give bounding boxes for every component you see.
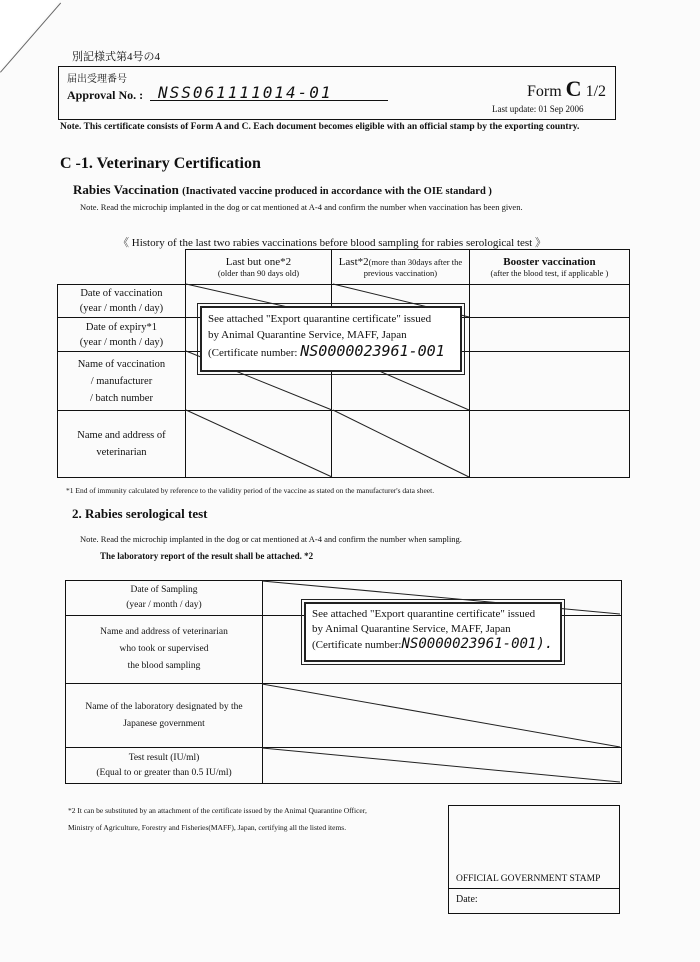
- row-label: Japanese government: [123, 718, 205, 729]
- row-label: who took or supervised: [119, 644, 209, 654]
- history-title: 《 History of the last two rabies vaccinations before blood sampling for rabies serological test 》: [118, 237, 546, 249]
- col-booster-title: Booster vaccination: [503, 256, 596, 268]
- col-booster-sub: (after the blood test, if applicable ): [490, 268, 609, 278]
- row-label: Test result (IU/ml): [128, 752, 200, 763]
- row-label: (year / month / day): [79, 303, 164, 314]
- footnote-2-line2: Ministry of Agriculture, Forestry and Fisheries(MAFF), Japan, certifying all the listed items.: [68, 823, 347, 832]
- row-label: (year / month / day): [79, 336, 164, 348]
- row-label: Date of vaccination: [80, 288, 163, 299]
- row-label: Name of the laboratory designated by the: [85, 701, 243, 712]
- form-number-jp: 別記様式第4号の4: [72, 51, 160, 63]
- stamp-divider: [449, 888, 619, 889]
- cert-line: See attached "Export quarantine certificate" issued: [312, 608, 536, 620]
- section2-note2: The laboratory report of the result shall be attached. *2: [100, 551, 314, 561]
- certificate-reference-box-2: [304, 602, 562, 662]
- approval-label-jp: 届出受理番号: [67, 74, 127, 85]
- row-label: (year / month / day): [126, 600, 202, 610]
- row-label: veterinarian: [96, 447, 147, 458]
- form-page: 1/2: [585, 83, 607, 100]
- certificate-number: NS0000023961-001).: [401, 636, 554, 652]
- cert-line: by Animal Quarantine Service, MAFF, Japan: [208, 329, 407, 341]
- stamp-date-label: Date:: [456, 894, 478, 905]
- row-label: Date of Sampling: [130, 585, 198, 595]
- approval-number: NSS061111014-01: [158, 83, 333, 102]
- cert-line: (Certificate number:: [208, 347, 298, 359]
- col-last-but-one-sub: (older than 90 days old): [217, 268, 300, 278]
- section2-note1: Note. Read the microchip implanted in the dog or cat mentioned at A-4 and confirm the number when sampling.: [80, 534, 462, 544]
- rabies-vaccination-paren: (Inactivated vaccine produced in accordance with the OIE standard ): [182, 186, 492, 197]
- certificate-number: NS0000023961-001: [300, 342, 445, 360]
- section1-note: Note. Read the microchip implanted in the dog or cat mentioned at A-4 and confirm the number when vaccination has been given.: [80, 202, 523, 212]
- approval-label: Approval No. :: [67, 88, 144, 102]
- col-last-title: Last*2: [338, 256, 369, 268]
- last-update: Last update: 01 Sep 2006: [492, 104, 584, 114]
- section2-heading: 2. Rabies serological test: [72, 506, 208, 521]
- row-label: the blood sampling: [127, 661, 201, 671]
- row-label: / batch number: [89, 392, 153, 404]
- cert-line: See attached "Export quarantine certificate" issued: [208, 313, 432, 325]
- col-last-sub: previous vaccination): [363, 268, 438, 278]
- row-label: / manufacturer: [90, 375, 153, 387]
- cert-line: by Animal Quarantine Service, MAFF, Japan: [312, 623, 511, 635]
- form-word: Form: [527, 83, 562, 100]
- cert-line: (Certificate number:: [312, 639, 402, 651]
- stamp-label: OFFICIAL GOVERNMENT STAMP: [456, 874, 601, 884]
- strike-line: [262, 748, 620, 782]
- row-label: (Equal to or greater than 0.5 IU/ml): [96, 767, 232, 778]
- note-top: Note. This certificate consists of Form A and C. Each document becomes eligible with an official stamp by the exporting country.: [60, 122, 580, 132]
- section1-heading: C -1. Veterinary Certification: [60, 155, 261, 172]
- col-last-title-small: (more than 30days after the: [368, 257, 463, 267]
- row-label: Name of vaccination: [77, 358, 166, 370]
- strike-line: [262, 684, 620, 747]
- row-label: Name and address of veterinarian: [100, 627, 228, 637]
- footnote-1: *1 End of immunity calculated by reference to the validity period of the vaccine as stated on the manufacturer's data sheet.: [66, 486, 435, 495]
- col-last-but-one-title: Last but one*2: [225, 256, 292, 268]
- footnote-2-line1: *2 It can be substituted by an attachment of the certificate issued by the Animal Quarantine Officer,: [68, 806, 367, 815]
- row-label: Name and address of: [77, 430, 166, 441]
- form-letter: C: [565, 76, 582, 101]
- rabies-vaccination-title: Rabies Vaccination: [73, 182, 179, 197]
- row-label: Date of expiry*1: [85, 321, 158, 333]
